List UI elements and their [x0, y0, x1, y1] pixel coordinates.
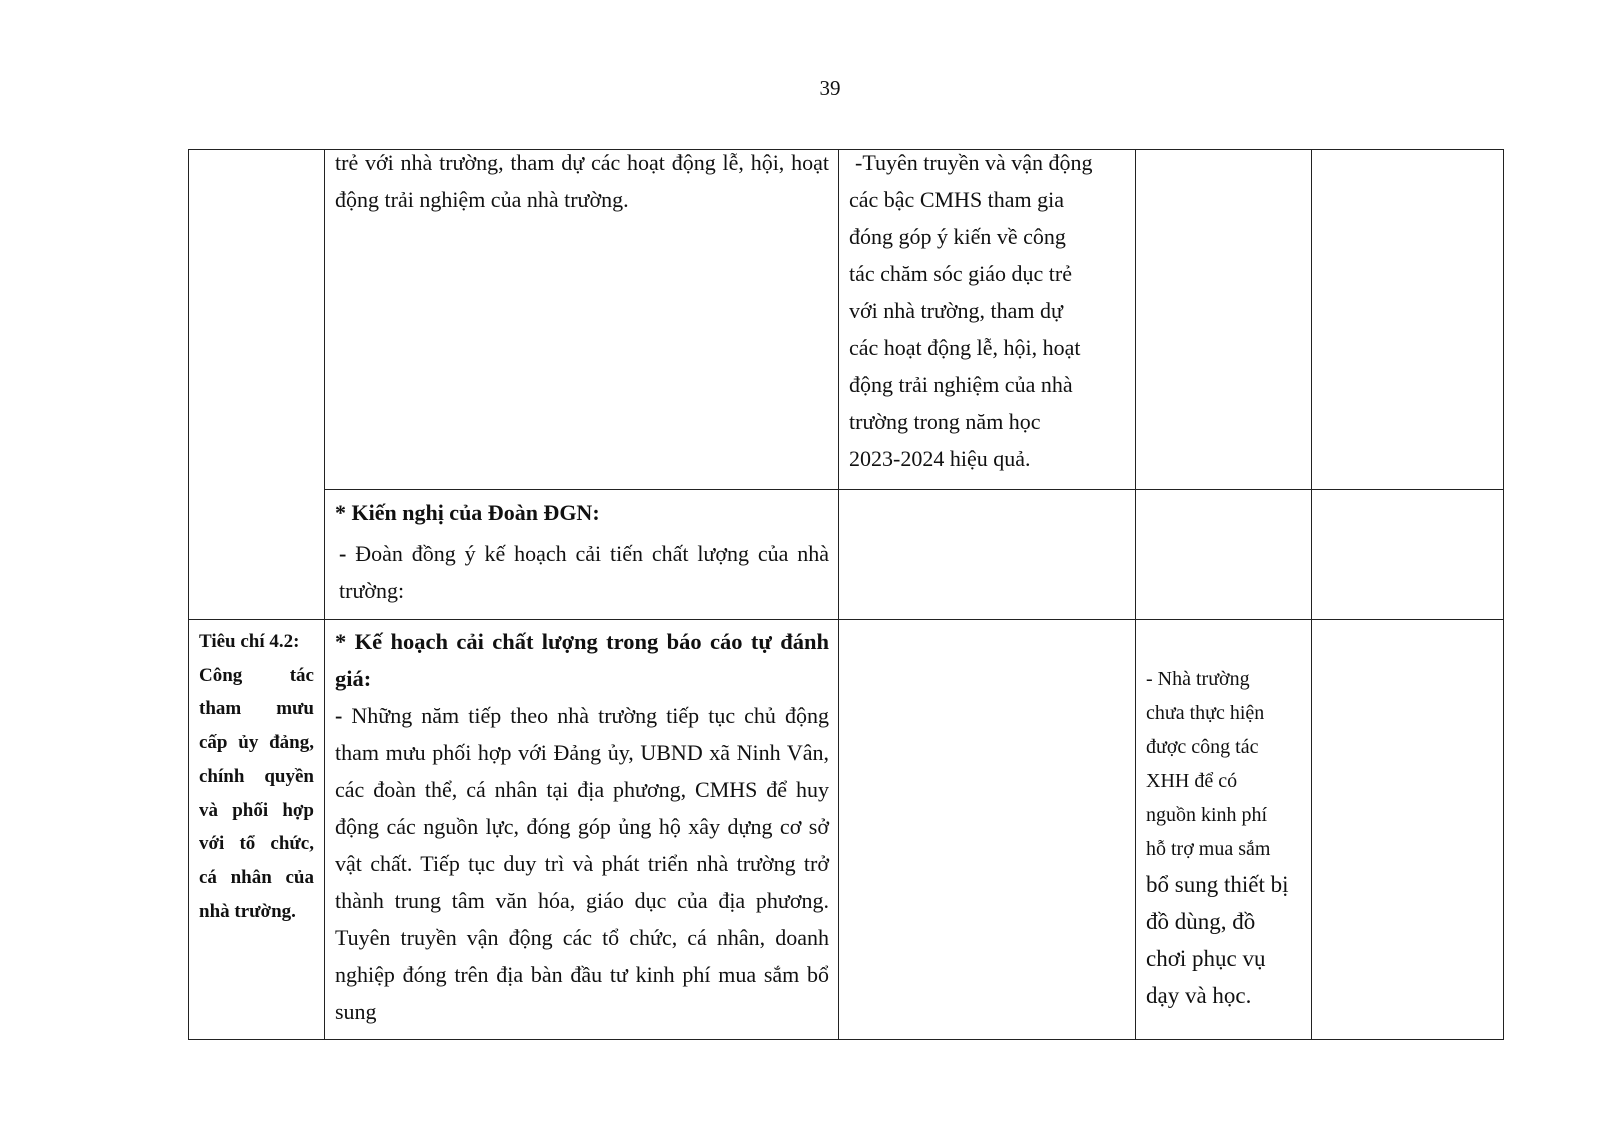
assessment-line: động trải nghiệm của nhà: [849, 372, 1073, 397]
assessment-line: với nhà trường, tham dự: [849, 298, 1063, 323]
assessment-line: trường trong năm học: [849, 409, 1041, 434]
assessment-line: đóng góp ý kiến về công: [849, 224, 1066, 249]
notes-cell: [1136, 490, 1312, 620]
notes-text: [1136, 620, 1311, 1014]
recommendation-heading: * Kiến nghị của Đoàn ĐGN:: [335, 500, 600, 525]
table-row: [189, 620, 1504, 1040]
extra-cell: [1312, 490, 1504, 620]
plan-text: trẻ với nhà trường, tham dự các hoạt động lễ, hội, hoạt động trải nghiệm của nhà trường.: [335, 150, 829, 212]
assessment-line: các bậc CMHS tham gia: [849, 187, 1065, 212]
page-number: 39: [819, 76, 841, 100]
recommendation-body: Đoàn đồng ý kế hoạch cải tiến chất lượng của nhà trường:: [339, 541, 830, 603]
assessment-line: tác chăm sóc giáo dục trẻ: [849, 261, 1072, 286]
assessment-cell: [839, 620, 1136, 1040]
assessment-cell: [839, 490, 1136, 620]
note-line: nguồn kinh phí: [1146, 804, 1268, 826]
note-line: chưa thực hiện: [1146, 702, 1265, 724]
plan-heading: * Kế hoạch cải chất lượng trong báo cáo tự đánh giá:: [335, 629, 829, 691]
recommendation-text: [325, 535, 838, 609]
note-line: chơi phục vụ: [1146, 946, 1266, 971]
criterion-description: Công tác tham mưu cấp ủy đảng, chính quyền và phối hợp với tổ chức, cá nhân của nhà trường.: [199, 664, 314, 922]
evaluation-table: [188, 149, 1504, 1040]
note-line: hỗ trợ mua sắm: [1146, 838, 1271, 860]
extra-cell: [1312, 150, 1504, 490]
table-row: [189, 490, 1504, 620]
assessment-line: -Tuyên truyền và vận động: [855, 150, 1093, 175]
note-line: đồ dùng, đồ: [1146, 909, 1256, 934]
criterion-label: Tiêu chí 4.2:: [199, 631, 300, 652]
note-line: bổ sung thiết bị: [1146, 872, 1289, 897]
plan-cell: [325, 620, 839, 1040]
criterion-cell: [189, 620, 325, 1040]
assessment-line: các hoạt động lễ, hội, hoạt: [849, 335, 1081, 360]
plan-text: [325, 697, 838, 1030]
dash-marker: -: [339, 541, 347, 566]
note-line: - Nhà trường: [1146, 668, 1250, 690]
table-row: [189, 150, 1504, 490]
assessment-cell: [839, 150, 1136, 490]
notes-cell: [1136, 150, 1312, 490]
dash-marker: -: [335, 703, 343, 728]
note-line: XHH để có: [1146, 770, 1238, 792]
recommendation-cell: [325, 490, 839, 620]
plan-cell: [325, 150, 839, 490]
plan-body: Những năm tiếp theo nhà trường tiếp tục chủ động tham mưu phối hợp với Đảng ủy, UBND xã Ninh Vân, các đoàn thể, cá nhân tại địa phương, CMHS để huy động các nguồn lực, đóng góp ủng hộ xây dựng cơ sở vật chất. Tiếp tục duy trì và phát triển nhà trường trở thành trung tâm văn hóa, giáo dục của địa phương. Tuyên truyền vận động các tổ chức, cá nhân, doanh nghiệp đóng trên địa bàn đầu tư kinh phí mua sắm bổ sung: [335, 703, 829, 1024]
note-line: được công tác: [1146, 736, 1259, 758]
criterion-text: [189, 620, 324, 928]
criterion-cell: [189, 150, 325, 620]
assessment-text: [839, 144, 1135, 477]
extra-cell: [1312, 620, 1504, 1040]
note-line: dạy và học.: [1146, 983, 1252, 1008]
notes-cell: [1136, 620, 1312, 1040]
assessment-line: 2023-2024 hiệu quả.: [849, 446, 1031, 471]
